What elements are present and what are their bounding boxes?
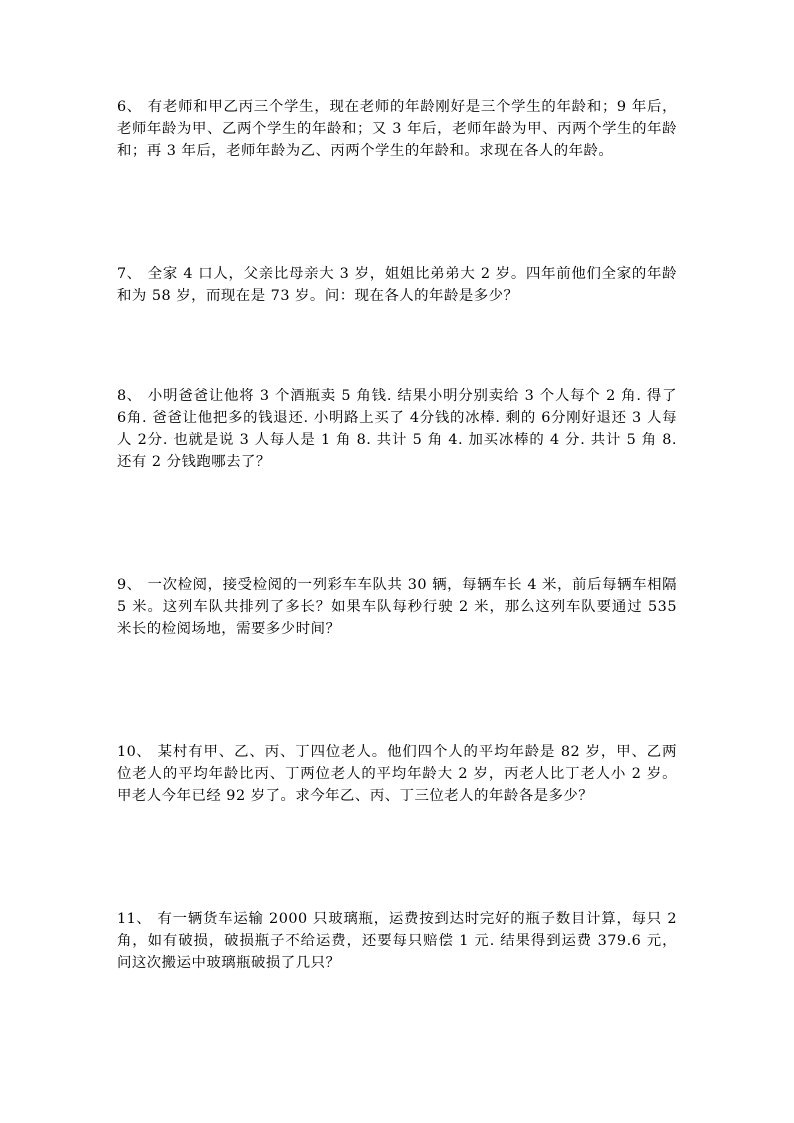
problem-number: 7、 <box>117 266 142 282</box>
problem-6 <box>117 96 677 162</box>
problem-number: 6、 <box>117 99 142 115</box>
problem-7 <box>117 263 677 307</box>
problem-text: 一次检阅，接受检阅的一列彩车车队共 30 辆，每辆车长 4 米，前后每辆车相隔 5 米。这列车队共排列了多长？如果车队每秒行驶 2 米，那么这列车队要通过 535 米长的检阅场地，需要多少时间？ <box>117 577 677 637</box>
problem-9 <box>117 574 677 640</box>
problem-11 <box>117 908 677 974</box>
problem-text: 有老师和甲乙丙三个学生，现在老师的年龄刚好是三个学生的年龄和；9 年后，老师年龄为甲、乙两个学生的年龄和；又 3 年后，老师年龄为甲、丙两个学生的年龄和；再 3 年后，老师年龄为乙、丙两个学生的年龄和。求现在各人的年龄。 <box>117 99 677 159</box>
problem-number: 10、 <box>117 744 152 760</box>
problem-8 <box>117 385 677 473</box>
problem-10 <box>117 741 677 807</box>
problem-number: 11、 <box>117 911 152 927</box>
problem-number: 8、 <box>117 388 142 404</box>
problem-text: 小明爸爸让他将 3 个酒瓶卖 5 角钱. 结果小明分别卖给 3 个人每个 2 角. 得了 6角. 爸爸让他把多的钱退还. 小明路上买了 4分钱的冰棒. 剩的 6分刚好退还 3 人每人 2分. 也就是说 3 人每人是 1 角 8. 共计 5 角 4. 加买冰棒的 4 分. 共计 5 角 8. 还有 2 分钱跑哪去了？ <box>117 388 677 470</box>
problem-text: 全家 4 口人，父亲比母亲大 3 岁，姐姐比弟弟大 2 岁。四年前他们全家的年龄和为 58 岁，而现在是 73 岁。问：现在各人的年龄是多少？ <box>117 266 677 304</box>
problem-text: 有一辆货车运输 2000 只玻璃瓶，运费按到达时完好的瓶子数目计算，每只 2 角，如有破损，破损瓶子不给运费，还要每只赔偿 1 元. 结果得到运费 379.6 元，问这次搬运中玻璃瓶破损了几只？ <box>117 911 677 971</box>
problem-number: 9、 <box>117 577 142 593</box>
problem-text: 某村有甲、乙、丙、丁四位老人。他们四个人的平均年龄是 82 岁，甲、乙两位老人的平均年龄比丙、丁两位老人的平均年龄大 2 岁，丙老人比丁老人小 2 岁。甲老人今年已经 92 岁了。求今年乙、丙、丁三位老人的年龄各是多少？ <box>117 744 677 804</box>
